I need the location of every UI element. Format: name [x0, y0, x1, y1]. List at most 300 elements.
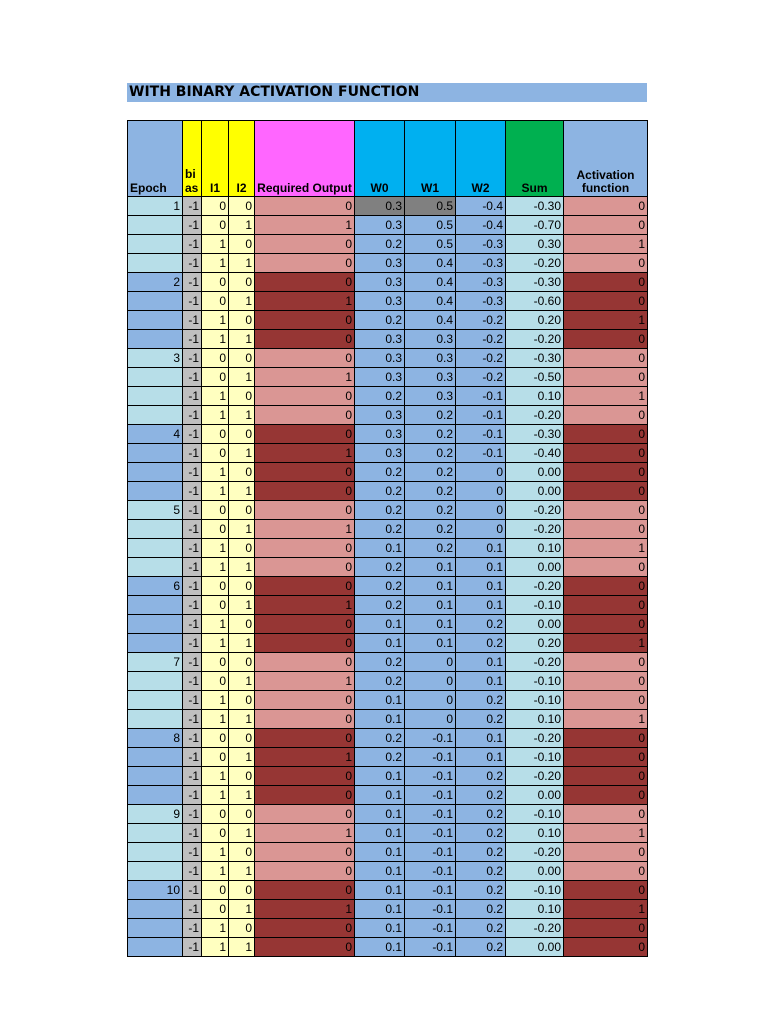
- cell-required-output: 0: [255, 691, 355, 710]
- header-w2: W2: [456, 121, 506, 197]
- cell-w0: 0.1: [355, 634, 405, 653]
- table-row: [128, 463, 648, 482]
- cell-required-output: 0: [255, 938, 355, 957]
- cell-bias: -1: [183, 444, 202, 463]
- cell-w2: -0.1: [456, 425, 506, 444]
- cell-i1: 0: [202, 425, 229, 444]
- cell-w2: 0.1: [456, 577, 506, 596]
- table-row: [128, 767, 648, 786]
- cell-epoch: [128, 596, 183, 615]
- cell-i1: 1: [202, 919, 229, 938]
- cell-bias: -1: [183, 216, 202, 235]
- table-row: [128, 311, 648, 330]
- cell-sum: 0.00: [506, 558, 564, 577]
- cell-epoch: 5: [128, 501, 183, 520]
- cell-sum: -0.20: [506, 843, 564, 862]
- cell-bias: -1: [183, 197, 202, 216]
- cell-epoch: [128, 482, 183, 501]
- cell-w0: 0.2: [355, 520, 405, 539]
- cell-i1: 0: [202, 577, 229, 596]
- cell-i2: 0: [229, 463, 255, 482]
- header-activation: [564, 121, 648, 197]
- cell-activation: 0: [564, 919, 648, 938]
- cell-w1: 0.3: [405, 349, 456, 368]
- cell-bias: -1: [183, 919, 202, 938]
- table-row: [128, 862, 648, 881]
- cell-i2: 0: [229, 577, 255, 596]
- table-row: [128, 330, 648, 349]
- cell-epoch: [128, 767, 183, 786]
- cell-required-output: 0: [255, 273, 355, 292]
- cell-w0: 0.1: [355, 824, 405, 843]
- table-row: [128, 501, 648, 520]
- cell-i2: 0: [229, 349, 255, 368]
- cell-activation: 0: [564, 615, 648, 634]
- cell-activation: 0: [564, 691, 648, 710]
- cell-w2: 0: [456, 520, 506, 539]
- cell-w2: 0.1: [456, 653, 506, 672]
- cell-w2: -0.1: [456, 444, 506, 463]
- cell-w1: 0.3: [405, 387, 456, 406]
- cell-w1: 0.2: [405, 425, 456, 444]
- cell-i1: 0: [202, 824, 229, 843]
- cell-w0: 0.2: [355, 501, 405, 520]
- cell-w0: 0.3: [355, 330, 405, 349]
- cell-required-output: 1: [255, 596, 355, 615]
- cell-i2: 0: [229, 881, 255, 900]
- cell-bias: -1: [183, 501, 202, 520]
- cell-i1: 0: [202, 349, 229, 368]
- cell-sum: -0.50: [506, 368, 564, 387]
- cell-sum: -0.20: [506, 653, 564, 672]
- cell-sum: 0.00: [506, 862, 564, 881]
- cell-bias: -1: [183, 273, 202, 292]
- cell-i2: 1: [229, 482, 255, 501]
- cell-w2: 0.2: [456, 615, 506, 634]
- cell-w0: 0.2: [355, 311, 405, 330]
- cell-epoch: [128, 710, 183, 729]
- cell-required-output: 0: [255, 539, 355, 558]
- cell-w2: 0.1: [456, 748, 506, 767]
- cell-w1: 0: [405, 710, 456, 729]
- cell-sum: 0.30: [506, 235, 564, 254]
- cell-epoch: [128, 444, 183, 463]
- cell-w1: 0.4: [405, 292, 456, 311]
- cell-activation: 0: [564, 292, 648, 311]
- table-row: [128, 919, 648, 938]
- cell-activation: 0: [564, 653, 648, 672]
- cell-activation: 1: [564, 634, 648, 653]
- cell-i2: 1: [229, 292, 255, 311]
- cell-w0: 0.2: [355, 653, 405, 672]
- cell-activation: 0: [564, 368, 648, 387]
- cell-w1: 0.4: [405, 311, 456, 330]
- cell-w1: 0.1: [405, 577, 456, 596]
- cell-activation: 0: [564, 330, 648, 349]
- cell-w2: 0.2: [456, 710, 506, 729]
- cell-sum: 0.00: [506, 463, 564, 482]
- cell-sum: 0.10: [506, 387, 564, 406]
- cell-w1: 0.3: [405, 330, 456, 349]
- cell-bias: -1: [183, 349, 202, 368]
- cell-sum: -0.20: [506, 501, 564, 520]
- cell-activation: 0: [564, 938, 648, 957]
- cell-w1: 0.2: [405, 482, 456, 501]
- cell-bias: -1: [183, 558, 202, 577]
- table-row: [128, 235, 648, 254]
- header-sum: Sum: [506, 121, 564, 197]
- cell-w0: 0.3: [355, 444, 405, 463]
- cell-bias: -1: [183, 938, 202, 957]
- table-row: [128, 900, 648, 919]
- cell-activation: 1: [564, 824, 648, 843]
- cell-activation: 0: [564, 406, 648, 425]
- cell-w2: -0.2: [456, 349, 506, 368]
- cell-epoch: 10: [128, 881, 183, 900]
- cell-i2: 0: [229, 197, 255, 216]
- cell-required-output: 0: [255, 425, 355, 444]
- cell-bias: -1: [183, 843, 202, 862]
- cell-i2: 1: [229, 900, 255, 919]
- cell-activation: 0: [564, 520, 648, 539]
- cell-bias: -1: [183, 330, 202, 349]
- cell-i2: 0: [229, 311, 255, 330]
- cell-required-output: 0: [255, 729, 355, 748]
- cell-w0: 0.2: [355, 672, 405, 691]
- cell-activation: 0: [564, 729, 648, 748]
- cell-epoch: [128, 862, 183, 881]
- cell-i2: 1: [229, 330, 255, 349]
- cell-bias: -1: [183, 292, 202, 311]
- cell-w0: 0.3: [355, 425, 405, 444]
- cell-required-output: 1: [255, 368, 355, 387]
- cell-w0: 0.1: [355, 938, 405, 957]
- cell-i2: 1: [229, 520, 255, 539]
- cell-w2: 0.2: [456, 691, 506, 710]
- cell-sum: 0.10: [506, 824, 564, 843]
- cell-i2: 0: [229, 843, 255, 862]
- cell-activation: 1: [564, 235, 648, 254]
- cell-i1: 0: [202, 672, 229, 691]
- cell-w1: -0.1: [405, 900, 456, 919]
- cell-i1: 1: [202, 482, 229, 501]
- cell-i1: 1: [202, 387, 229, 406]
- cell-w2: 0.2: [456, 824, 506, 843]
- cell-i2: 1: [229, 786, 255, 805]
- cell-w0: 0.1: [355, 900, 405, 919]
- cell-bias: -1: [183, 805, 202, 824]
- cell-w0: 0.1: [355, 862, 405, 881]
- header-i1: I1: [202, 121, 229, 197]
- cell-i1: 0: [202, 368, 229, 387]
- table-row: [128, 672, 648, 691]
- cell-required-output: 0: [255, 843, 355, 862]
- cell-i1: 0: [202, 292, 229, 311]
- cell-epoch: [128, 843, 183, 862]
- cell-epoch: [128, 691, 183, 710]
- header-required-output-label: Required Output: [257, 181, 352, 195]
- cell-sum: -0.20: [506, 919, 564, 938]
- cell-sum: -0.40: [506, 444, 564, 463]
- cell-required-output: 0: [255, 235, 355, 254]
- cell-sum: -0.20: [506, 767, 564, 786]
- cell-bias: -1: [183, 539, 202, 558]
- cell-w1: 0.4: [405, 254, 456, 273]
- cell-bias: -1: [183, 615, 202, 634]
- cell-w1: -0.1: [405, 881, 456, 900]
- cell-epoch: [128, 311, 183, 330]
- cell-epoch: [128, 615, 183, 634]
- cell-i1: 1: [202, 786, 229, 805]
- cell-bias: -1: [183, 577, 202, 596]
- cell-activation: 1: [564, 539, 648, 558]
- header-i2: I2: [229, 121, 255, 197]
- cell-i2: 0: [229, 501, 255, 520]
- cell-required-output: 0: [255, 786, 355, 805]
- cell-w2: 0.2: [456, 881, 506, 900]
- cell-i1: 1: [202, 710, 229, 729]
- cell-activation: 0: [564, 425, 648, 444]
- cell-i1: 0: [202, 729, 229, 748]
- cell-w0: 0.2: [355, 235, 405, 254]
- cell-sum: 0.00: [506, 786, 564, 805]
- cell-w1: -0.1: [405, 729, 456, 748]
- cell-w0: 0.1: [355, 539, 405, 558]
- cell-w1: 0.1: [405, 558, 456, 577]
- cell-i2: 1: [229, 862, 255, 881]
- cell-required-output: 1: [255, 672, 355, 691]
- table-row: [128, 596, 648, 615]
- cell-epoch: 4: [128, 425, 183, 444]
- table-row: [128, 786, 648, 805]
- cell-sum: -0.20: [506, 330, 564, 349]
- cell-w2: -0.2: [456, 311, 506, 330]
- cell-sum: -0.10: [506, 672, 564, 691]
- cell-sum: 0.10: [506, 900, 564, 919]
- cell-w1: 0.1: [405, 596, 456, 615]
- cell-required-output: 0: [255, 710, 355, 729]
- cell-epoch: 8: [128, 729, 183, 748]
- table-row: [128, 881, 648, 900]
- cell-epoch: [128, 558, 183, 577]
- cell-sum: -0.10: [506, 748, 564, 767]
- cell-bias: -1: [183, 900, 202, 919]
- cell-w0: 0.2: [355, 577, 405, 596]
- table-row: [128, 368, 648, 387]
- cell-sum: 0.10: [506, 710, 564, 729]
- cell-w0: 0.3: [355, 368, 405, 387]
- table-row: [128, 406, 648, 425]
- cell-i1: 1: [202, 406, 229, 425]
- cell-required-output: 0: [255, 577, 355, 596]
- cell-i2: 0: [229, 273, 255, 292]
- cell-activation: 0: [564, 482, 648, 501]
- cell-required-output: 0: [255, 254, 355, 273]
- cell-bias: -1: [183, 406, 202, 425]
- cell-w2: 0.1: [456, 729, 506, 748]
- cell-activation: 0: [564, 577, 648, 596]
- cell-i2: 0: [229, 691, 255, 710]
- cell-i2: 0: [229, 767, 255, 786]
- cell-i1: 0: [202, 900, 229, 919]
- cell-w0: 0.1: [355, 767, 405, 786]
- cell-i1: 0: [202, 273, 229, 292]
- table-row: [128, 425, 648, 444]
- cell-i2: 0: [229, 425, 255, 444]
- cell-required-output: 0: [255, 197, 355, 216]
- cell-i2: 1: [229, 596, 255, 615]
- cell-epoch: 6: [128, 577, 183, 596]
- cell-w0: 0.2: [355, 729, 405, 748]
- cell-activation: 0: [564, 862, 648, 881]
- cell-w1: -0.1: [405, 767, 456, 786]
- cell-w1: -0.1: [405, 862, 456, 881]
- cell-activation: 0: [564, 596, 648, 615]
- cell-activation: 0: [564, 349, 648, 368]
- cell-w0: 0.1: [355, 805, 405, 824]
- cell-w2: 0: [456, 482, 506, 501]
- cell-w1: 0.2: [405, 406, 456, 425]
- cell-epoch: [128, 824, 183, 843]
- cell-epoch: [128, 539, 183, 558]
- cell-w0: 0.1: [355, 786, 405, 805]
- cell-w1: 0.4: [405, 273, 456, 292]
- cell-sum: -0.30: [506, 197, 564, 216]
- cell-activation: 0: [564, 843, 648, 862]
- cell-w0: 0.2: [355, 482, 405, 501]
- cell-w1: -0.1: [405, 843, 456, 862]
- cell-w0: 0.3: [355, 406, 405, 425]
- cell-i1: 1: [202, 558, 229, 577]
- cell-bias: -1: [183, 254, 202, 273]
- cell-bias: -1: [183, 387, 202, 406]
- cell-epoch: 9: [128, 805, 183, 824]
- cell-w1: 0.2: [405, 539, 456, 558]
- cell-w1: 0: [405, 672, 456, 691]
- cell-bias: -1: [183, 729, 202, 748]
- cell-i2: 1: [229, 558, 255, 577]
- cell-i2: 1: [229, 938, 255, 957]
- cell-sum: 0.20: [506, 311, 564, 330]
- cell-activation: 1: [564, 311, 648, 330]
- cell-w1: 0: [405, 653, 456, 672]
- cell-epoch: 2: [128, 273, 183, 292]
- cell-w0: 0.3: [355, 216, 405, 235]
- table-row: [128, 824, 648, 843]
- table-row: [128, 634, 648, 653]
- cell-required-output: 0: [255, 653, 355, 672]
- cell-bias: -1: [183, 862, 202, 881]
- cell-epoch: [128, 254, 183, 273]
- cell-i2: 1: [229, 672, 255, 691]
- cell-i2: 1: [229, 444, 255, 463]
- cell-epoch: [128, 387, 183, 406]
- cell-w2: 0.1: [456, 539, 506, 558]
- header-w1: W1: [405, 121, 456, 197]
- table-row: [128, 254, 648, 273]
- cell-i2: 1: [229, 824, 255, 843]
- cell-sum: -0.10: [506, 596, 564, 615]
- header-required-output: [255, 121, 355, 197]
- cell-w2: -0.2: [456, 368, 506, 387]
- cell-activation: 0: [564, 786, 648, 805]
- table-body: [128, 197, 648, 957]
- cell-i2: 1: [229, 216, 255, 235]
- table-row: [128, 482, 648, 501]
- cell-w2: 0.1: [456, 596, 506, 615]
- cell-sum: -0.70: [506, 216, 564, 235]
- cell-w0: 0.2: [355, 387, 405, 406]
- cell-sum: -0.60: [506, 292, 564, 311]
- cell-sum: 0.00: [506, 482, 564, 501]
- cell-activation: 1: [564, 387, 648, 406]
- cell-w0: 0.2: [355, 596, 405, 615]
- cell-epoch: [128, 938, 183, 957]
- cell-activation: 0: [564, 672, 648, 691]
- cell-epoch: [128, 368, 183, 387]
- header-activation-label: Activation function: [576, 168, 635, 195]
- cell-w2: 0.2: [456, 862, 506, 881]
- cell-w2: -0.1: [456, 387, 506, 406]
- cell-w1: -0.1: [405, 748, 456, 767]
- cell-activation: 0: [564, 254, 648, 273]
- cell-sum: 0.00: [506, 615, 564, 634]
- cell-i1: 1: [202, 539, 229, 558]
- cell-w2: -0.3: [456, 235, 506, 254]
- cell-required-output: 0: [255, 349, 355, 368]
- cell-epoch: 3: [128, 349, 183, 368]
- cell-required-output: 1: [255, 748, 355, 767]
- cell-w1: 0.2: [405, 463, 456, 482]
- cell-w0: 0.1: [355, 881, 405, 900]
- cell-i2: 0: [229, 387, 255, 406]
- cell-required-output: 1: [255, 444, 355, 463]
- cell-i2: 0: [229, 615, 255, 634]
- cell-required-output: 1: [255, 520, 355, 539]
- cell-sum: -0.10: [506, 805, 564, 824]
- cell-i1: 0: [202, 653, 229, 672]
- cell-activation: 0: [564, 748, 648, 767]
- cell-activation: 0: [564, 197, 648, 216]
- cell-activation: 0: [564, 463, 648, 482]
- page-title: WITH BINARY ACTIVATION FUNCTION: [129, 84, 420, 100]
- cell-w0: 0.2: [355, 463, 405, 482]
- cell-sum: -0.20: [506, 577, 564, 596]
- cell-activation: 0: [564, 216, 648, 235]
- cell-w1: 0.2: [405, 501, 456, 520]
- cell-i2: 1: [229, 254, 255, 273]
- cell-w1: -0.1: [405, 938, 456, 957]
- cell-bias: -1: [183, 425, 202, 444]
- cell-activation: 1: [564, 710, 648, 729]
- cell-w1: 0.5: [405, 235, 456, 254]
- cell-i1: 1: [202, 843, 229, 862]
- cell-required-output: 0: [255, 406, 355, 425]
- cell-activation: 0: [564, 767, 648, 786]
- cell-required-output: 0: [255, 634, 355, 653]
- cell-i2: 0: [229, 805, 255, 824]
- table-row: [128, 938, 648, 957]
- cell-epoch: [128, 786, 183, 805]
- cell-bias: -1: [183, 482, 202, 501]
- cell-sum: -0.30: [506, 425, 564, 444]
- cell-w0: 0.3: [355, 292, 405, 311]
- cell-w0: 0.1: [355, 691, 405, 710]
- cell-w1: -0.1: [405, 919, 456, 938]
- cell-i2: 1: [229, 634, 255, 653]
- cell-i2: 0: [229, 919, 255, 938]
- table-row: [128, 748, 648, 767]
